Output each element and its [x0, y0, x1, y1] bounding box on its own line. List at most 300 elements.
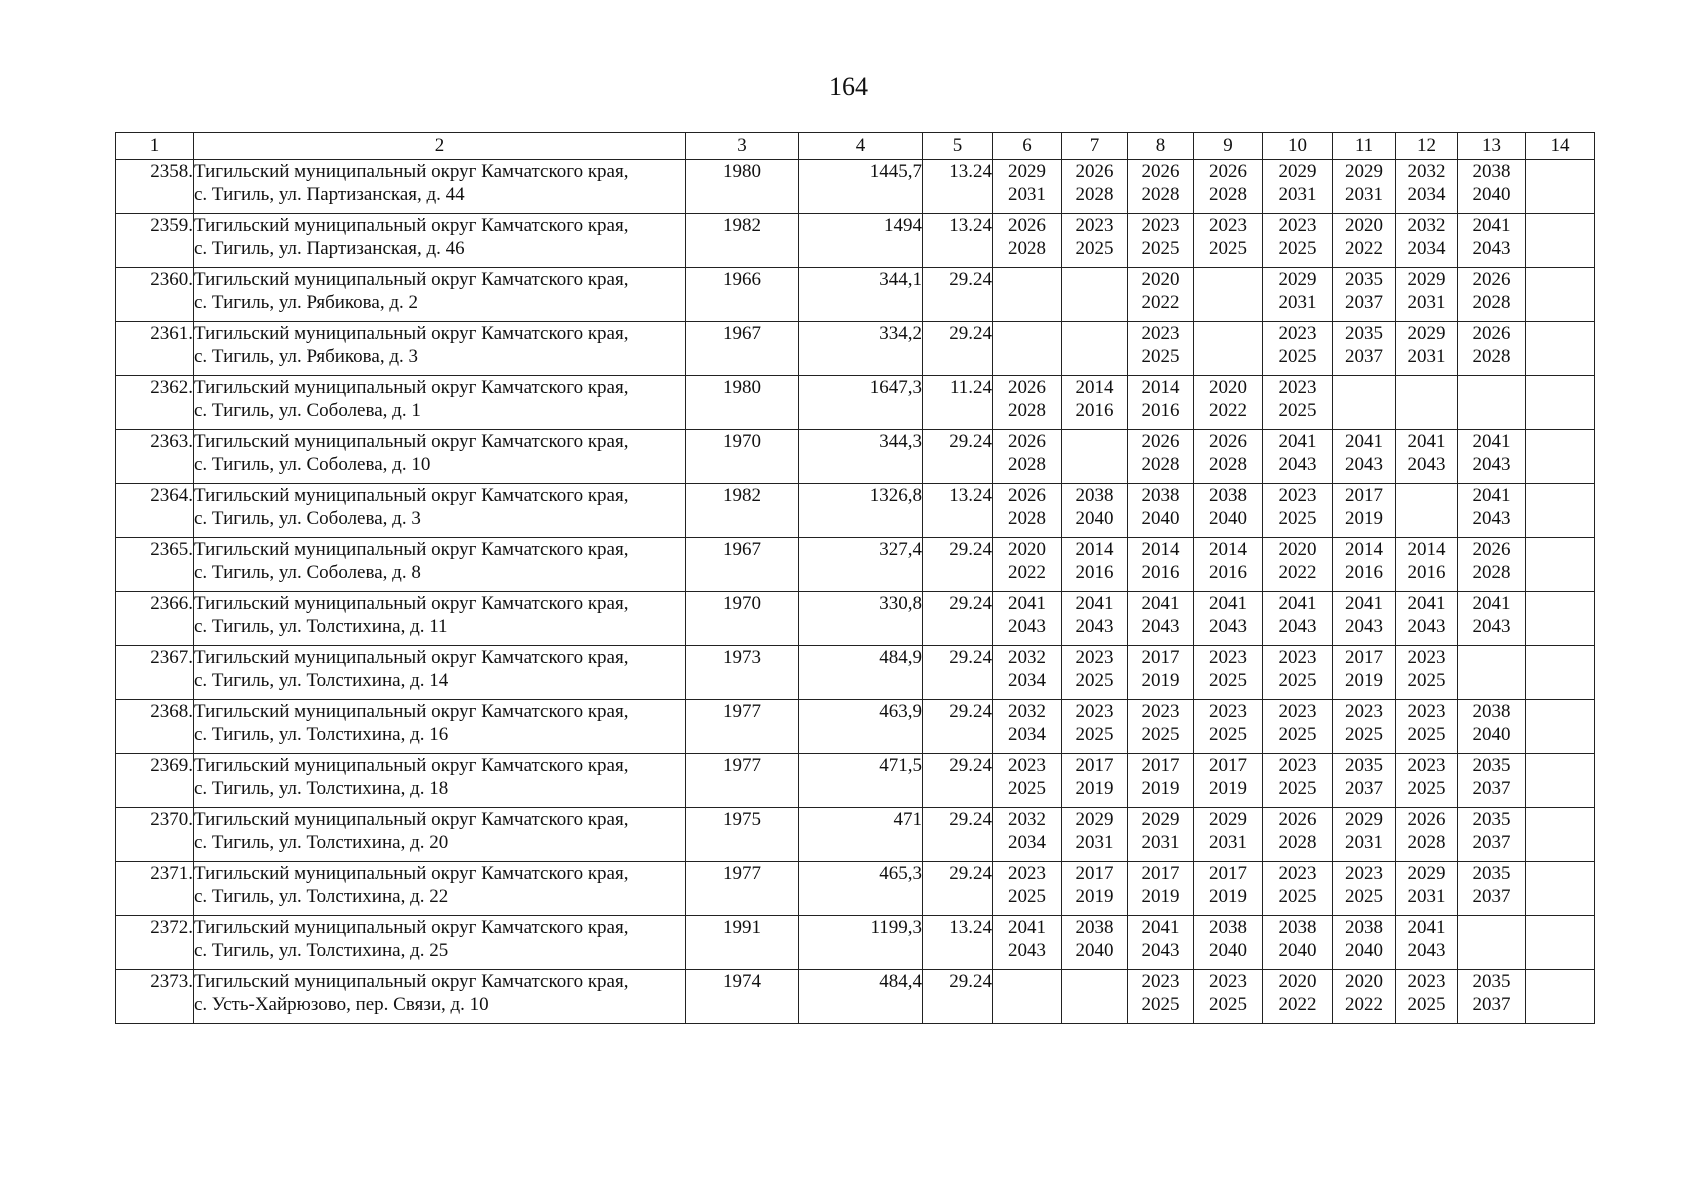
year-range-cell-col10: [1263, 268, 1333, 322]
column-header: 5: [923, 133, 993, 160]
address-cell: [194, 916, 686, 970]
build-year-cell: [686, 592, 799, 646]
year-range-cell-col11: [1333, 592, 1396, 646]
year-range-end: 2016: [1407, 562, 1446, 583]
code-value: 29.24: [949, 863, 992, 884]
year-range-cell-col10: [1263, 646, 1333, 700]
row-number: 2373.: [150, 971, 193, 992]
code-value: 29.24: [949, 539, 992, 560]
code-cell: [923, 160, 993, 214]
build-year: 1966: [723, 269, 761, 290]
year-range-start: 2017: [1141, 755, 1180, 776]
year-range-start: 2023: [1278, 485, 1317, 506]
year-range-end: 2016: [1141, 562, 1180, 583]
header-row: [116, 133, 1595, 160]
code-value: 29.24: [949, 593, 992, 614]
year-range-start: 2032: [1407, 161, 1446, 182]
year-range-cell-col8: [1128, 268, 1194, 322]
year-range-cell-col9: [1194, 376, 1263, 430]
year-range-start: 2023: [1407, 701, 1446, 722]
year-range-start: 2035: [1472, 809, 1511, 830]
code-cell: [923, 700, 993, 754]
year-range-end: 2025: [1407, 994, 1446, 1015]
year-range-end: 2040: [1075, 508, 1114, 529]
year-range-start: 2023: [1008, 863, 1046, 884]
code-value: 13.24: [949, 917, 992, 938]
year-range-start: 2023: [1278, 647, 1317, 668]
year-range-end: 2037: [1472, 886, 1511, 907]
column-header: 6: [993, 133, 1062, 160]
year-range-end: 2025: [1075, 238, 1114, 259]
address-line-district: Тигильский муниципальный округ Камчатского края,: [194, 971, 629, 992]
area-cell: [799, 862, 923, 916]
address-line-street: с. Тигиль, ул. Соболева, д. 1: [194, 400, 421, 421]
build-year: 1970: [723, 593, 761, 614]
year-range-start: 2038: [1278, 917, 1317, 938]
year-range-end: 2025: [1278, 508, 1317, 529]
address-line-street: с. Тигиль, ул. Партизанская, д. 46: [194, 238, 465, 259]
notes-cell-col14: [1526, 484, 1595, 538]
row-number: 2361.: [150, 323, 193, 344]
area-value: 327,4: [879, 539, 922, 560]
year-range-cell-col8: [1128, 916, 1194, 970]
row-number: 2362.: [150, 377, 193, 398]
column-header: 4: [799, 133, 923, 160]
year-range-cell-col7: [1062, 322, 1128, 376]
year-range-start: 2041: [1345, 593, 1383, 614]
address-line-district: Тигильский муниципальный округ Камчатского края,: [194, 485, 629, 506]
year-range-cell-col7: [1062, 970, 1128, 1024]
year-range-cell-col7: [1062, 646, 1128, 700]
area-value: 484,4: [879, 971, 922, 992]
year-range-end: 2025: [1345, 886, 1383, 907]
year-range-end: 2025: [1407, 778, 1446, 799]
year-range-start: 2023: [1141, 701, 1180, 722]
address-line-district: Тигильский муниципальный округ Камчатского края,: [194, 269, 629, 290]
year-range-cell-col13: [1458, 160, 1526, 214]
year-range-end: 2037: [1345, 292, 1383, 313]
code-cell: [923, 484, 993, 538]
build-year-cell: [686, 916, 799, 970]
address-line-district: Тигильский муниципальный округ Камчатского края,: [194, 323, 629, 344]
year-range-end: 2028: [1407, 832, 1446, 853]
year-range-end: 2043: [1209, 616, 1247, 637]
code-value: 13.24: [949, 485, 992, 506]
address-line-district: Тигильский муниципальный округ Камчатского края,: [194, 593, 629, 614]
year-range-end: 2037: [1345, 778, 1383, 799]
table-row: [116, 700, 1595, 754]
area-value: 1445,7: [869, 161, 922, 182]
area-cell: [799, 430, 923, 484]
year-range-end: 2025: [1075, 724, 1114, 745]
area-value: 471,5: [879, 755, 922, 776]
year-range-cell-col10: [1263, 538, 1333, 592]
year-range-start: 2041: [1075, 593, 1114, 614]
area-value: 463,9: [879, 701, 922, 722]
year-range-start: 2014: [1407, 539, 1446, 560]
year-range-start: 2026: [1472, 539, 1511, 560]
build-year-cell: [686, 538, 799, 592]
year-range-end: 2025: [1278, 724, 1317, 745]
address-line-street: с. Тигиль, ул. Соболева, д. 8: [194, 562, 421, 583]
year-range-start: 2041: [1008, 593, 1046, 614]
year-range-start: 2026: [1209, 161, 1247, 182]
year-range-end: 2025: [1278, 346, 1317, 367]
row-number: 2369.: [150, 755, 193, 776]
area-value: 465,3: [879, 863, 922, 884]
year-range-cell-col6: [993, 160, 1062, 214]
code-value: 29.24: [949, 755, 992, 776]
year-range-cell-col11: [1333, 322, 1396, 376]
year-range-cell-col7: [1062, 862, 1128, 916]
year-range-cell-col12: [1396, 916, 1458, 970]
row-number: 2370.: [150, 809, 193, 830]
year-range-end: 2043: [1472, 238, 1511, 259]
year-range-cell-col12: [1396, 214, 1458, 268]
year-range-cell-col12: [1396, 808, 1458, 862]
year-range-end: 2037: [1345, 346, 1383, 367]
table-row: [116, 970, 1595, 1024]
build-year-cell: [686, 700, 799, 754]
year-range-cell-col8: [1128, 484, 1194, 538]
table-row: [116, 646, 1595, 700]
year-range-start: 2023: [1278, 755, 1317, 776]
row-number-cell: [116, 592, 194, 646]
year-range-end: 2028: [1008, 508, 1046, 529]
year-range-start: 2023: [1075, 647, 1114, 668]
address-line-street: с. Тигиль, ул. Толстихина, д. 25: [194, 940, 449, 961]
area-cell: [799, 646, 923, 700]
year-range-start: 2041: [1209, 593, 1247, 614]
year-range-cell-col8: [1128, 430, 1194, 484]
year-range-cell-col13: [1458, 916, 1526, 970]
address-line-street: с. Тигиль, ул. Партизанская, д. 44: [194, 184, 465, 205]
year-range-start: 2035: [1345, 755, 1383, 776]
year-range-cell-col9: [1194, 754, 1263, 808]
area-value: 1326,8: [869, 485, 922, 506]
year-range-start: 2032: [1008, 701, 1046, 722]
year-range-cell-col12: [1396, 430, 1458, 484]
year-range-end: 2016: [1075, 562, 1114, 583]
year-range-start: 2023: [1278, 863, 1317, 884]
year-range-cell-col8: [1128, 646, 1194, 700]
table-row: [116, 808, 1595, 862]
year-range-end: 2025: [1008, 886, 1046, 907]
row-number-cell: [116, 214, 194, 268]
area-value: 344,3: [879, 431, 922, 452]
address-cell: [194, 700, 686, 754]
year-range-start: 2041: [1345, 431, 1383, 452]
year-range-cell-col13: [1458, 700, 1526, 754]
year-range-start: 2041: [1278, 431, 1317, 452]
year-range-cell-col11: [1333, 700, 1396, 754]
area-cell: [799, 754, 923, 808]
year-range-end: 2019: [1345, 508, 1383, 529]
year-range-cell-col6: [993, 268, 1062, 322]
year-range-end: 2025: [1278, 778, 1317, 799]
year-range-cell-col10: [1263, 322, 1333, 376]
year-range-start: 2023: [1141, 215, 1180, 236]
area-cell: [799, 808, 923, 862]
year-range-end: 2025: [1407, 724, 1446, 745]
year-range-end: 2031: [1278, 292, 1317, 313]
year-range-cell-col13: [1458, 862, 1526, 916]
year-range-start: 2029: [1141, 809, 1180, 830]
year-range-end: 2022: [1345, 238, 1383, 259]
area-cell: [799, 700, 923, 754]
year-range-end: 2034: [1008, 670, 1046, 691]
notes-cell-col14: [1526, 214, 1595, 268]
code-value: 29.24: [949, 701, 992, 722]
address-line-district: Тигильский муниципальный округ Камчатского края,: [194, 701, 629, 722]
year-range-start: 2023: [1407, 755, 1446, 776]
year-range-cell-col9: [1194, 430, 1263, 484]
code-cell: [923, 430, 993, 484]
year-range-cell-col11: [1333, 970, 1396, 1024]
year-range-cell-col6: [993, 754, 1062, 808]
row-number: 2371.: [150, 863, 193, 884]
year-range-end: 2043: [1407, 940, 1446, 961]
code-cell: [923, 646, 993, 700]
year-range-cell-col9: [1194, 484, 1263, 538]
year-range-cell-col9: [1194, 916, 1263, 970]
column-header: 7: [1062, 133, 1128, 160]
notes-cell-col14: [1526, 808, 1595, 862]
year-range-start: 2023: [1278, 377, 1317, 398]
year-range-end: 2028: [1209, 184, 1247, 205]
year-range-end: 2031: [1407, 292, 1446, 313]
year-range-cell-col9: [1194, 700, 1263, 754]
year-range-cell-col13: [1458, 970, 1526, 1024]
year-range-end: 2031: [1141, 832, 1180, 853]
year-range-end: 2043: [1472, 454, 1511, 475]
year-range-end: 2022: [1141, 292, 1180, 313]
year-range-cell-col10: [1263, 160, 1333, 214]
year-range-start: 2035: [1472, 755, 1511, 776]
year-range-start: 2017: [1075, 863, 1114, 884]
notes-cell-col14: [1526, 430, 1595, 484]
build-year: 1977: [723, 701, 761, 722]
year-range-start: 2038: [1209, 917, 1247, 938]
code-cell: [923, 862, 993, 916]
year-range-cell-col12: [1396, 484, 1458, 538]
year-range-start: 2023: [1209, 971, 1247, 992]
column-header: 11: [1333, 133, 1396, 160]
year-range-start: 2026: [1141, 161, 1180, 182]
row-number-cell: [116, 754, 194, 808]
year-range-start: 2017: [1209, 755, 1247, 776]
year-range-cell-col13: [1458, 646, 1526, 700]
year-range-end: 2022: [1278, 562, 1317, 583]
year-range-end: 2025: [1278, 670, 1317, 691]
build-year-cell: [686, 430, 799, 484]
area-value: 344,1: [879, 269, 922, 290]
build-year: 1967: [723, 539, 761, 560]
build-year-cell: [686, 646, 799, 700]
year-range-cell-col7: [1062, 808, 1128, 862]
year-range-cell-col13: [1458, 484, 1526, 538]
year-range-cell-col11: [1333, 376, 1396, 430]
build-year: 1977: [723, 863, 761, 884]
table-row: [116, 268, 1595, 322]
year-range-end: 2031: [1407, 346, 1446, 367]
address-line-street: с. Тигиль, ул. Толстихина, д. 22: [194, 886, 449, 907]
year-range-start: 2035: [1345, 269, 1383, 290]
code-value: 29.24: [949, 323, 992, 344]
year-range-cell-col10: [1263, 916, 1333, 970]
column-header: 10: [1263, 133, 1333, 160]
year-range-end: 2040: [1209, 508, 1247, 529]
year-range-start: 2041: [1472, 215, 1511, 236]
build-year: 1975: [723, 809, 761, 830]
row-number-cell: [116, 160, 194, 214]
address-line-street: с. Тигиль, ул. Толстихина, д. 11: [194, 616, 448, 637]
build-year-cell: [686, 970, 799, 1024]
year-range-end: 2034: [1407, 184, 1446, 205]
address-cell: [194, 430, 686, 484]
year-range-end: 2043: [1345, 616, 1383, 637]
address-cell: [194, 754, 686, 808]
year-range-cell-col8: [1128, 376, 1194, 430]
table-row: [116, 160, 1595, 214]
year-range-cell-col13: [1458, 808, 1526, 862]
year-range-end: 2028: [1472, 346, 1511, 367]
year-range-end: 2019: [1209, 778, 1247, 799]
year-range-cell-col10: [1263, 700, 1333, 754]
year-range-cell-col7: [1062, 754, 1128, 808]
year-range-end: 2031: [1209, 832, 1247, 853]
address-line-district: Тигильский муниципальный округ Камчатского края,: [194, 377, 629, 398]
notes-cell-col14: [1526, 268, 1595, 322]
year-range-end: 2028: [1141, 454, 1180, 475]
year-range-cell-col9: [1194, 268, 1263, 322]
row-number-cell: [116, 646, 194, 700]
column-header: 13: [1458, 133, 1526, 160]
notes-cell-col14: [1526, 754, 1595, 808]
year-range-cell-col7: [1062, 376, 1128, 430]
address-line-district: Тигильский муниципальный округ Камчатского края,: [194, 863, 629, 884]
year-range-start: 2026: [1209, 431, 1247, 452]
code-cell: [923, 268, 993, 322]
table-row: [116, 916, 1595, 970]
page-number: 164: [829, 72, 868, 101]
row-number: 2372.: [150, 917, 193, 938]
year-range-start: 2029: [1345, 161, 1383, 182]
year-range-end: 2043: [1345, 454, 1383, 475]
year-range-cell-col8: [1128, 700, 1194, 754]
code-value: 13.24: [949, 215, 992, 236]
year-range-end: 2031: [1008, 184, 1046, 205]
year-range-cell-col8: [1128, 862, 1194, 916]
year-range-cell-col6: [993, 970, 1062, 1024]
year-range-cell-col9: [1194, 808, 1263, 862]
year-range-start: 2023: [1278, 215, 1317, 236]
notes-cell-col14: [1526, 916, 1595, 970]
year-range-start: 2026: [1278, 809, 1317, 830]
year-range-start: 2023: [1075, 215, 1114, 236]
year-range-cell-col11: [1333, 754, 1396, 808]
table-row: [116, 754, 1595, 808]
year-range-cell-col12: [1396, 376, 1458, 430]
year-range-start: 2026: [1472, 323, 1511, 344]
build-year-cell: [686, 268, 799, 322]
table-header: [116, 133, 1595, 160]
year-range-cell-col6: [993, 430, 1062, 484]
year-range-start: 2041: [1407, 917, 1446, 938]
table-row: [116, 214, 1595, 268]
address-cell: [194, 592, 686, 646]
build-year: 1970: [723, 431, 761, 452]
notes-cell-col14: [1526, 592, 1595, 646]
year-range-end: 2019: [1345, 670, 1383, 691]
year-range-cell-col11: [1333, 862, 1396, 916]
year-range-cell-col12: [1396, 970, 1458, 1024]
year-range-cell-col7: [1062, 916, 1128, 970]
year-range-start: 2026: [1008, 431, 1046, 452]
address-cell: [194, 322, 686, 376]
year-range-start: 2020: [1209, 377, 1247, 398]
code-cell: [923, 322, 993, 376]
year-range-end: 2037: [1472, 832, 1511, 853]
area-cell: [799, 268, 923, 322]
year-range-start: 2026: [1008, 485, 1046, 506]
address-line-district: Тигильский муниципальный округ Камчатского края,: [194, 539, 629, 560]
year-range-cell-col10: [1263, 214, 1333, 268]
year-range-end: 2019: [1141, 778, 1180, 799]
year-range-end: 2028: [1008, 400, 1046, 421]
notes-cell-col14: [1526, 970, 1595, 1024]
code-cell: [923, 538, 993, 592]
year-range-end: 2040: [1345, 940, 1383, 961]
year-range-start: 2038: [1345, 917, 1383, 938]
year-range-cell-col11: [1333, 214, 1396, 268]
year-range-cell-col9: [1194, 592, 1263, 646]
year-range-cell-col12: [1396, 754, 1458, 808]
area-cell: [799, 214, 923, 268]
year-range-cell-col11: [1333, 808, 1396, 862]
year-range-cell-col8: [1128, 808, 1194, 862]
area-value: 334,2: [879, 323, 922, 344]
address-line-street: с. Тигиль, ул. Соболева, д. 10: [194, 454, 431, 475]
table-row: [116, 430, 1595, 484]
year-range-cell-col11: [1333, 538, 1396, 592]
year-range-end: 2019: [1075, 778, 1114, 799]
area-cell: [799, 970, 923, 1024]
year-range-cell-col12: [1396, 322, 1458, 376]
year-range-end: 2043: [1472, 508, 1511, 529]
year-range-start: 2023: [1209, 215, 1247, 236]
area-cell: [799, 376, 923, 430]
year-range-end: 2016: [1209, 562, 1247, 583]
year-range-start: 2041: [1407, 431, 1446, 452]
year-range-start: 2023: [1345, 863, 1383, 884]
year-range-start: 2041: [1472, 593, 1511, 614]
notes-cell-col14: [1526, 322, 1595, 376]
build-year-cell: [686, 862, 799, 916]
code-value: 29.24: [949, 809, 992, 830]
year-range-cell-col13: [1458, 322, 1526, 376]
code-value: 11.24: [949, 377, 992, 398]
row-number-cell: [116, 376, 194, 430]
area-cell: [799, 916, 923, 970]
address-line-district: Тигильский муниципальный округ Камчатского края,: [194, 755, 629, 776]
area-cell: [799, 160, 923, 214]
year-range-cell-col6: [993, 700, 1062, 754]
year-range-end: 2043: [1472, 616, 1511, 637]
area-value: 330,8: [879, 593, 922, 614]
year-range-cell-col10: [1263, 754, 1333, 808]
row-number-cell: [116, 538, 194, 592]
